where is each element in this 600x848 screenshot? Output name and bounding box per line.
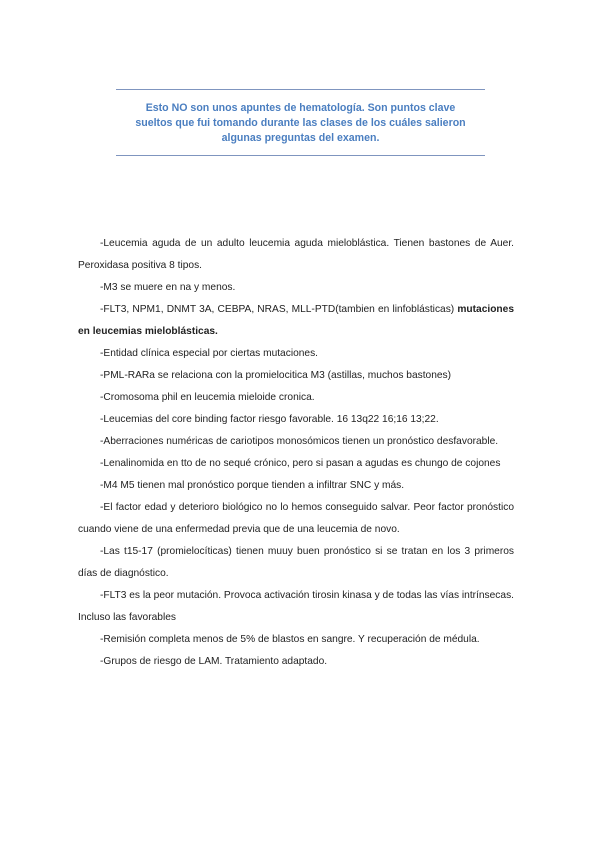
- note-item: [78, 409, 514, 431]
- note-bold-text: mutaciones en leucemias mieloblásticas.: [78, 304, 514, 337]
- note-text: -M4 M5 tienen mal pronóstico porque tienden a infiltrar SNC y más.: [100, 480, 405, 491]
- note-item: [78, 299, 514, 343]
- note-item: [78, 453, 514, 475]
- note-text: -Remisión completa menos de 5% de blastos en sangre. Y recuperación de médula.: [100, 634, 480, 645]
- note-text: -PML-RARa se relaciona con la promielocitica M3 (astillas, muchos bastones): [100, 370, 452, 381]
- disclaimer-line-3: algunas preguntas del examen.: [221, 131, 380, 144]
- note-text: -El factor edad y deterioro biológico no lo hemos conseguido salvar. Peor factor pronóstico cuando viene de una enfermedad previa que de una leucemia de novo.: [78, 502, 514, 535]
- note-text: -FLT3 es la peor mutación. Provoca activación tirosin kinasa y de todas las vías intrínsecas. Incluso las favorables: [78, 590, 514, 623]
- note-text: -Cromosoma phil en leucemia mieloide cronica.: [100, 392, 315, 403]
- note-text: -Lenalinomida en tto de no sequé crónico, pero si pasan a agudas es chungo de cojones: [100, 458, 501, 469]
- note-text: -Grupos de riesgo de LAM. Tratamiento adaptado.: [100, 656, 328, 667]
- note-text: -M3 se muere en na y menos.: [100, 282, 236, 293]
- disclaimer-text: [135, 100, 465, 146]
- note-item: [78, 233, 514, 277]
- note-text: -Las t15-17 (promielocíticas) tienen muuy buen pronóstico si se tratan en los 3 primeros días de diagnóstico.: [78, 546, 514, 579]
- note-item: [78, 541, 514, 585]
- note-item: [78, 651, 514, 673]
- note-item: [78, 431, 514, 453]
- note-item: [78, 585, 514, 629]
- note-item: [78, 343, 514, 365]
- note-item: [78, 475, 514, 497]
- note-text: -Leucemia aguda de un adulto leucemia aguda mieloblástica. Tienen bastones de Auer. Peroxidasa positiva 8 tipos.: [78, 238, 514, 271]
- note-text: -Aberraciones numéricas de cariotipos monosómicos tienen un pronóstico desfavorable.: [100, 436, 499, 447]
- note-text: -Leucemias del core binding factor riesgo favorable. 16 13q22 16;16 13;22.: [100, 414, 439, 425]
- note-text: -Entidad clínica especial por ciertas mutaciones.: [100, 348, 319, 359]
- notes-list: [78, 233, 514, 673]
- note-item: [78, 277, 514, 299]
- disclaimer-box: [116, 89, 485, 156]
- note-text: -FLT3, NPM1, DNMT 3A, CEBPA, NRAS, MLL-PTD(tambien en linfoblásticas): [100, 304, 455, 315]
- note-item: [78, 497, 514, 541]
- note-item: [78, 365, 514, 387]
- disclaimer-line-2: sueltos que fui tomando durante las clases de los cuáles salieron: [135, 116, 466, 129]
- note-item: [78, 629, 514, 651]
- note-item: [78, 387, 514, 409]
- disclaimer-line-1: Esto NO son unos apuntes de hematología. Son puntos clave: [145, 101, 456, 114]
